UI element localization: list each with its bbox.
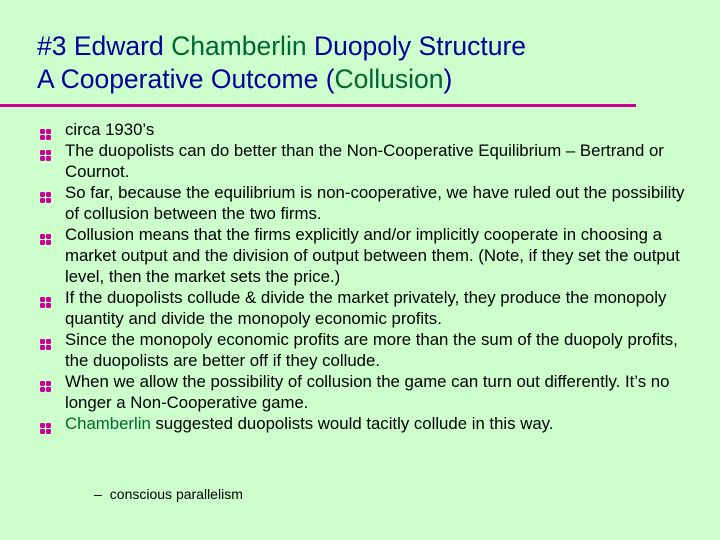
bullet-petal xyxy=(46,150,51,155)
sub-bullet-text: conscious parallelism xyxy=(109,486,243,502)
diamond-bullet-icon xyxy=(40,334,51,345)
bullet-petal xyxy=(46,192,51,197)
bullet-petal xyxy=(40,129,45,134)
bullet-item: So far, because the equilibrium is non-cooperative, we have ruled out the possibility of collusion between the two firms. xyxy=(40,182,700,224)
diamond-bullet-icon xyxy=(40,229,51,240)
title-highlight-collusion: Collusion xyxy=(334,64,444,94)
diamond-bullet-glyph xyxy=(40,381,51,392)
bullet-petal xyxy=(46,303,51,308)
bullet-petal xyxy=(46,129,51,134)
bullet-petal xyxy=(40,387,45,392)
bullet-petal xyxy=(40,192,45,197)
bullet-petal xyxy=(40,339,45,344)
bullet-petal xyxy=(46,198,51,203)
diamond-bullet-glyph xyxy=(40,339,51,350)
bullet-petal xyxy=(46,345,51,350)
bullet-petal xyxy=(46,297,51,302)
bullet-petal xyxy=(46,429,51,434)
bullet-petal xyxy=(40,198,45,203)
title-line-2: A Cooperative Outcome (Collusion) xyxy=(37,64,453,94)
diamond-bullet-glyph xyxy=(40,129,51,140)
bullet-petal xyxy=(40,345,45,350)
diamond-bullet-glyph xyxy=(40,234,51,245)
bullet-petal xyxy=(46,381,51,386)
bullet-petal xyxy=(40,303,45,308)
bullet-petal xyxy=(46,423,51,428)
bullet-item: The duopolists can do better than the Non-Cooperative Equilibrium – Bertrand or Cournot. xyxy=(40,140,700,182)
bullet-list xyxy=(40,119,700,434)
bullet-petal xyxy=(40,381,45,386)
bullet-item: If the duopolists collude & divide the market privately, they produce the monopoly quantity and divide the monopoly economic profits. xyxy=(40,287,700,329)
diamond-bullet-icon xyxy=(40,145,51,156)
bullet-petal xyxy=(46,339,51,344)
diamond-bullet-icon xyxy=(40,187,51,198)
sub-bullet-dash: – xyxy=(94,486,102,502)
bullet-petal xyxy=(40,234,45,239)
slide-title xyxy=(37,30,526,96)
diamond-bullet-glyph xyxy=(40,150,51,161)
bullet-petal xyxy=(40,240,45,245)
sub-bullet xyxy=(94,485,243,503)
bullet-petal xyxy=(40,156,45,161)
diamond-bullet-icon xyxy=(40,124,51,135)
diamond-bullet-glyph xyxy=(40,423,51,434)
diamond-bullet-glyph xyxy=(40,192,51,203)
bullet-petal xyxy=(40,297,45,302)
bullet-item: Collusion means that the firms explicitly and/or implicitly cooperate in choosing a market output and the division of output between them. (Note, if they set the output level, then the market sets the price.) xyxy=(40,224,700,287)
diamond-bullet-icon xyxy=(40,418,51,429)
diamond-bullet-icon xyxy=(40,292,51,303)
bullet-item: Since the monopoly economic profits are more than the sum of the duopoly profits, the duopolists are better off if they collude. xyxy=(40,329,700,371)
bullet-petal xyxy=(46,156,51,161)
bullet-petal xyxy=(40,423,45,428)
title-underline-rule xyxy=(0,104,636,107)
title-highlight-chamberlin: Chamberlin xyxy=(171,31,307,61)
diamond-bullet-glyph xyxy=(40,297,51,308)
bullet-petal xyxy=(40,150,45,155)
bullet-petal xyxy=(46,387,51,392)
bullet-petal xyxy=(46,234,51,239)
chamberlin-highlight: Chamberlin xyxy=(65,414,151,433)
title-line-1: #3 Edward Chamberlin Duopoly Structure xyxy=(37,31,527,61)
bullet-item: When we allow the possibility of collusion the game can turn out differently. It’s no longer a Non-Cooperative game. xyxy=(40,371,700,413)
bullet-item: Chamberlin suggested duopolists would tacitly collude in this way. xyxy=(40,413,700,434)
diamond-bullet-icon xyxy=(40,376,51,387)
bullet-petal xyxy=(40,429,45,434)
bullet-petal xyxy=(46,240,51,245)
bullet-item: circa 1930’s xyxy=(40,119,700,140)
